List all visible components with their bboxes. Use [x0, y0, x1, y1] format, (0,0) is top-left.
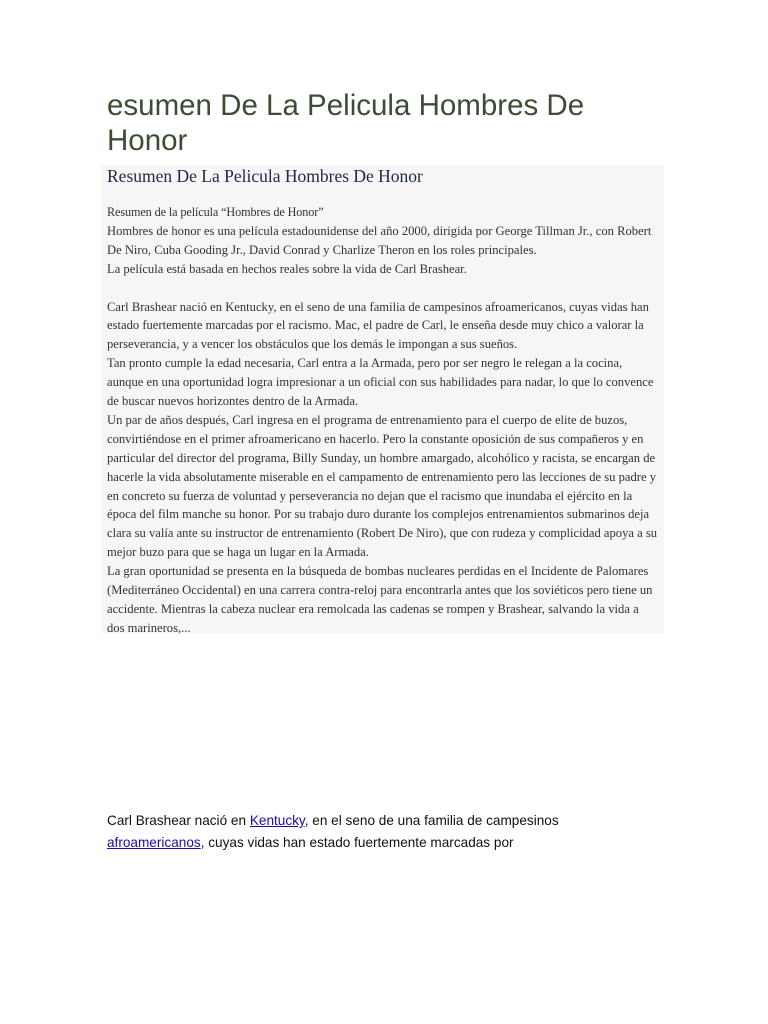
document-preview: [101, 165, 664, 633]
document-subheading: Resumen de la película “Hombres de Honor”: [107, 205, 324, 219]
paragraph-training: Un par de años después, Carl ingresa en el programa de entrenamiento para el cuerpo de elite de buzos, convirtiéndose en el primer afroamericano en hacerlo. Pero la constante oposición de sus compañeros y en particular del director del programa, Billy Sunday, un hombre amargado, alcohólico y racista, se encargan de hacerle la vida absolutamente miserable en el campamento de entrenamiento pero las lecciones de su padre y en concreto su fuerza de voluntad y perseverancia no dejan que el racismo que inundaba el ejército en la época del film manche su honor. Por su trabajo duro durante los complejos entrenamientos submarinos deja clara su valía ante su instructor de entrenamiento (Robert De Niro), que con rudeza y complicidad apoya a su mejor buzo para que se haga un lugar en la Armada.: [107, 412, 658, 560]
document-heading: Resumen De La Pelicula Hombres De Honor: [107, 166, 423, 186]
excerpt-part-1: Carl Brashear nació en: [107, 813, 250, 828]
paragraph-birth: Carl Brashear nació en Kentucky, en el seno de una familia de campesinos afroamericanos, cuyas vidas han estado fuertemente marcadas por el racismo. Mac, el padre de Carl, le enseña desde muy chico a valorar la perseverancia, y a vencer los obstáculos que los demás le impongan a sus sueños.: [107, 299, 649, 352]
kentucky-link[interactable]: Kentucky: [249, 813, 305, 828]
page-title: esumen De La Pelicula Hombres De Honor: [107, 89, 585, 157]
paragraph-palomares: La gran oportunidad se presenta en la búsqueda de bombas nucleares perdidas en el Incidente de Palomares (Mediterráneo Occidental) en una carrera contra-reloj para encontrarla antes que los soviéticos pero tiene un accidente. Mientras la cabeza nuclear era remolcada las cadenas se rompen y Brashear, salvando la vida a dos marineros,...: [107, 564, 653, 635]
afroamericanos-link[interactable]: afroamericanos: [107, 834, 201, 850]
paragraph-basis: La película está basada en hechos reales sobre la vida de Carl Brashear.: [107, 261, 467, 276]
excerpt-part-3: , cuyas vidas han estado fuertemente marcadas por: [200, 834, 514, 850]
document-body: [107, 203, 659, 638]
excerpt-text: [107, 810, 627, 853]
excerpt-part-2: , en el seno de una familia de campesinos: [304, 813, 559, 828]
paragraph-intro: Hombres de honor es una película estadounidense del año 2000, dirigida por George Tillman Jr., con Robert De Niro, Cuba Gooding Jr., David Conrad y Charlize Theron en los roles principales.: [107, 223, 652, 257]
paragraph-navy: Tan pronto cumple la edad necesaria, Carl entra a la Armada, pero por ser negro le relegan a la cocina, aunque en una oportunidad logra impresionar a un oficial con sus habilidades para nadar, lo que lo convence de buscar nuevos horizontes dentro de la Armada.: [107, 356, 654, 409]
paragraph-spacer: [107, 279, 659, 298]
